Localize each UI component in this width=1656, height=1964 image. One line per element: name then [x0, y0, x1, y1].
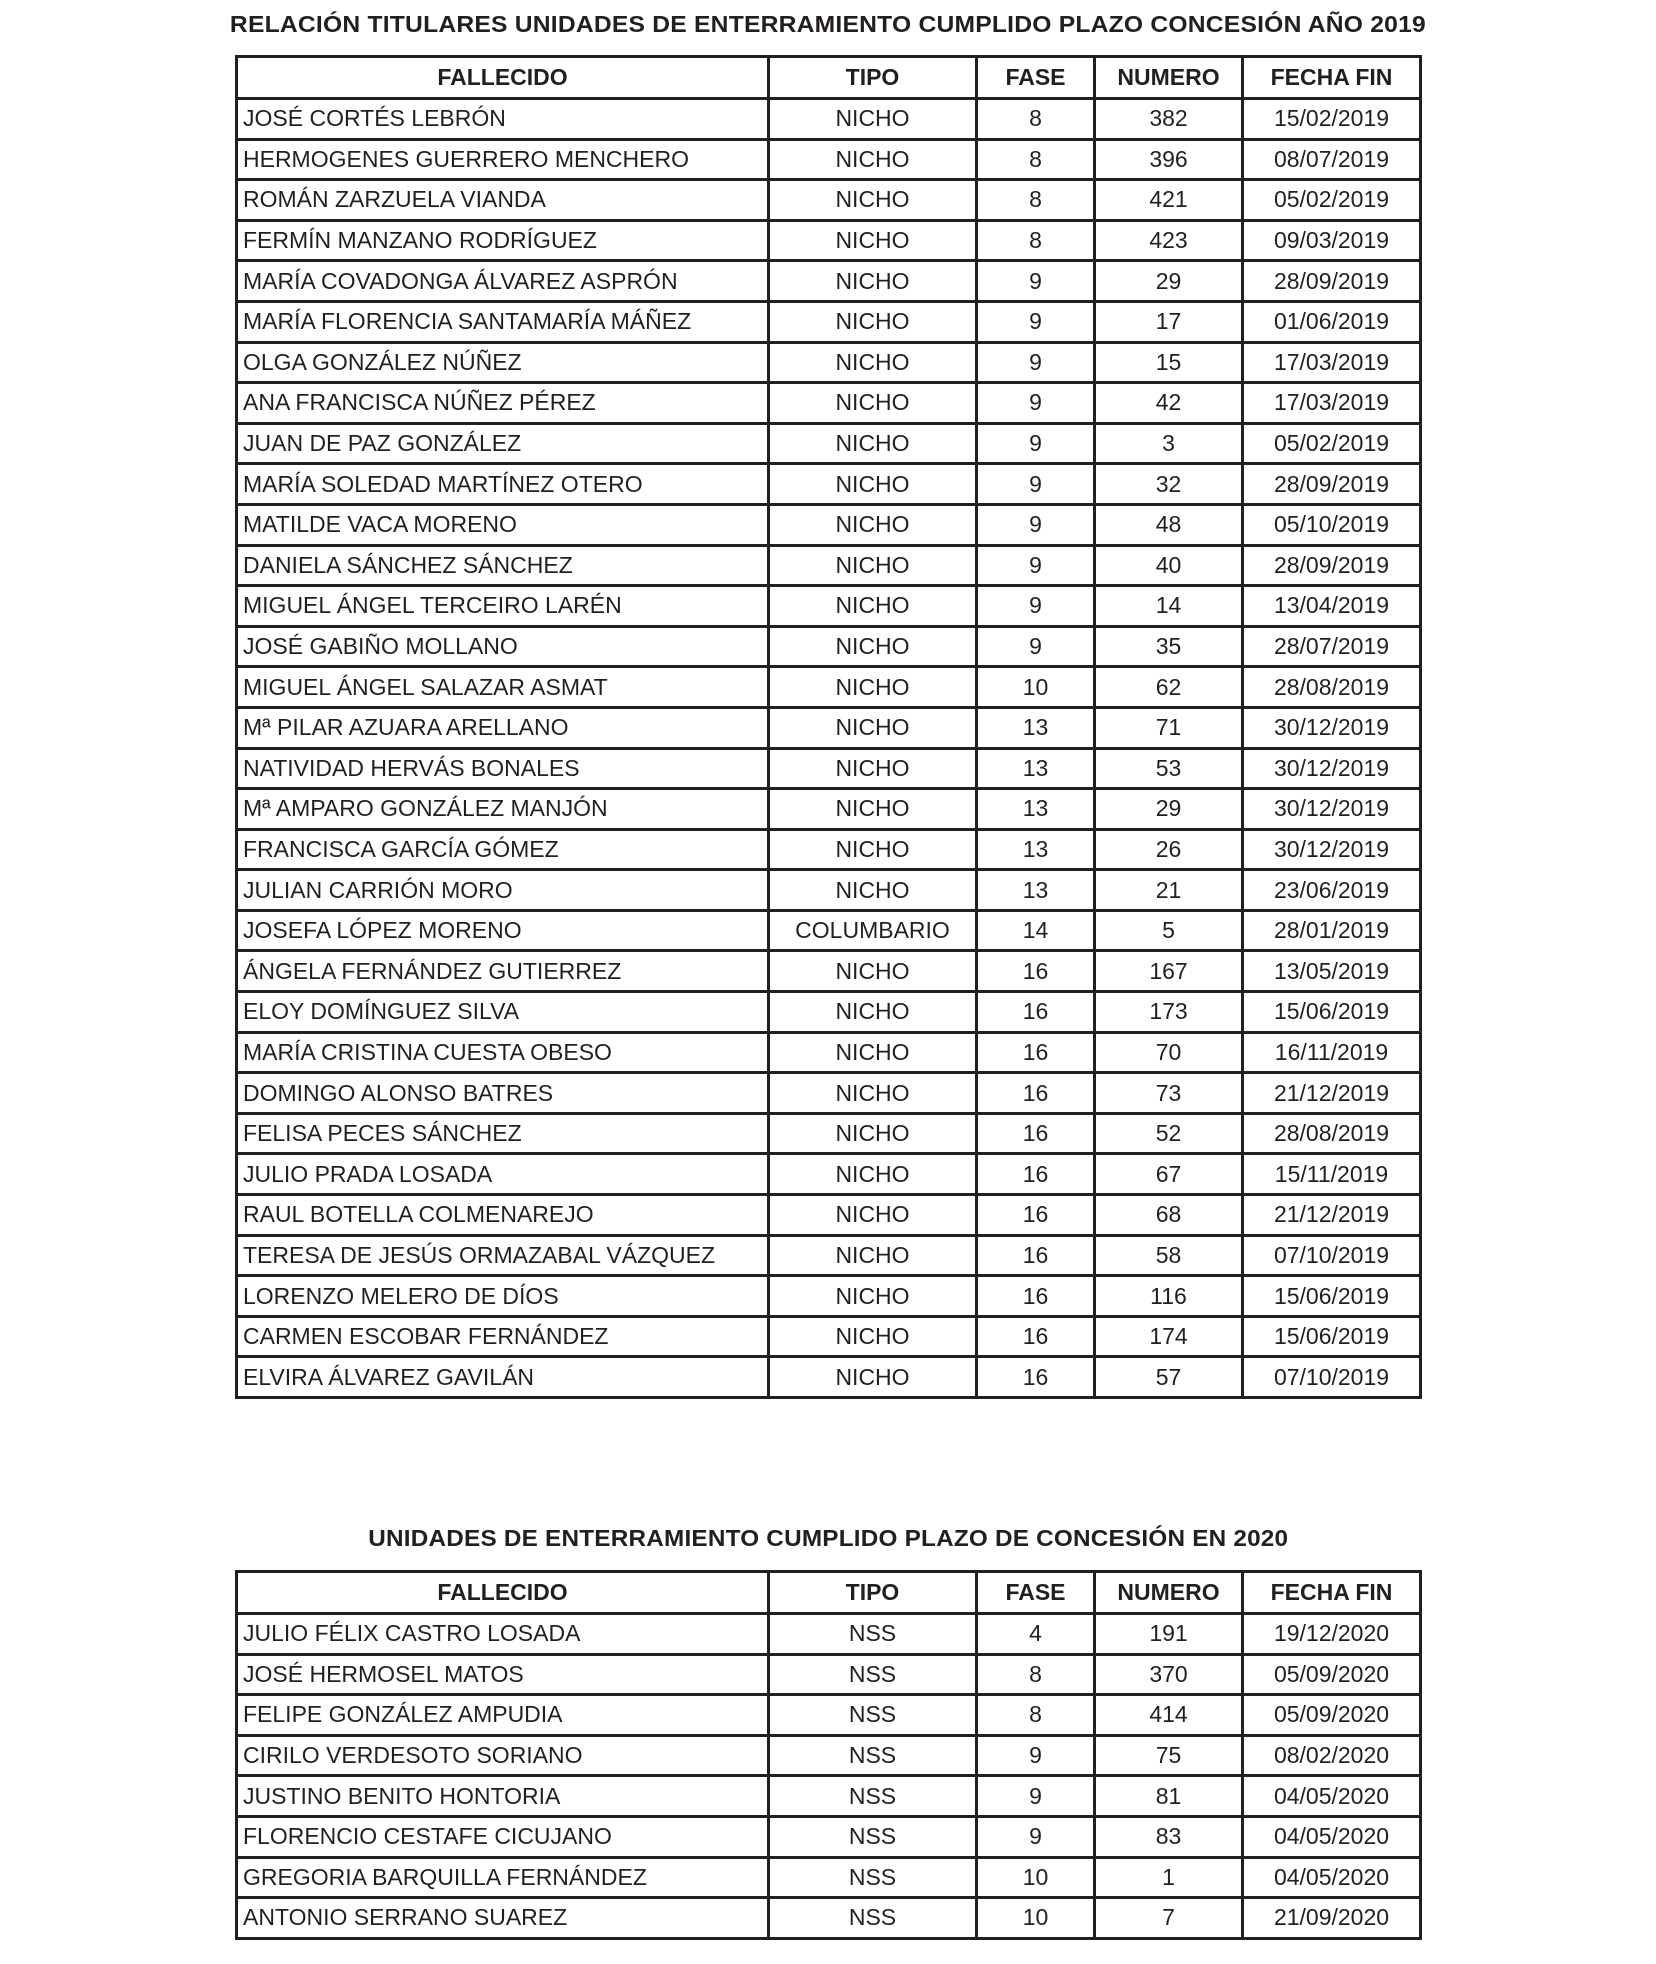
cell-fallecido: ANTONIO SERRANO SUAREZ	[237, 1898, 769, 1939]
cell-tipo: NSS	[769, 1614, 977, 1655]
cell-fecha-fin: 17/03/2019	[1243, 342, 1421, 383]
cell-tipo: NICHO	[769, 1154, 977, 1195]
cell-fase: 16	[977, 951, 1095, 992]
table-row	[237, 342, 1421, 383]
table-row	[237, 707, 1421, 748]
cell-fase: 4	[977, 1614, 1095, 1655]
cell-fase: 9	[977, 545, 1095, 586]
cell-numero: 21	[1095, 870, 1243, 911]
cell-fallecido: GREGORIA BARQUILLA FERNÁNDEZ	[237, 1857, 769, 1898]
cell-fecha-fin: 05/10/2019	[1243, 504, 1421, 545]
cell-fecha-fin: 01/06/2019	[1243, 301, 1421, 342]
cell-fase: 13	[977, 707, 1095, 748]
column-header-numero: NUMERO	[1095, 57, 1243, 99]
section-title-2019: RELACIÓN TITULARES UNIDADES DE ENTERRAMIENTO CUMPLIDO PLAZO CONCESIÓN AÑO 2019	[229, 11, 1426, 37]
cell-tipo: NICHO	[769, 707, 977, 748]
cell-fase: 9	[977, 504, 1095, 545]
cell-numero: 5	[1095, 910, 1243, 951]
cell-numero: 370	[1095, 1654, 1243, 1695]
cell-fase: 9	[977, 342, 1095, 383]
cell-numero: 421	[1095, 180, 1243, 221]
cell-numero: 40	[1095, 545, 1243, 586]
cell-tipo: NICHO	[769, 951, 977, 992]
cell-fecha-fin: 16/11/2019	[1243, 1032, 1421, 1073]
cell-fallecido: MARÍA SOLEDAD MARTÍNEZ OTERO	[237, 464, 769, 505]
cell-tipo: NICHO	[769, 1357, 977, 1398]
cell-fecha-fin: 15/06/2019	[1243, 1316, 1421, 1357]
cell-fallecido: MARÍA FLORENCIA SANTAMARÍA MÁÑEZ	[237, 301, 769, 342]
cell-fecha-fin: 05/02/2019	[1243, 180, 1421, 221]
cell-tipo: NSS	[769, 1654, 977, 1695]
cell-fase: 9	[977, 383, 1095, 424]
cell-fecha-fin: 07/10/2019	[1243, 1235, 1421, 1276]
cell-fecha-fin: 21/12/2019	[1243, 1195, 1421, 1236]
table-row	[237, 1776, 1421, 1817]
cell-fase: 9	[977, 586, 1095, 627]
cell-numero: 48	[1095, 504, 1243, 545]
table-row	[237, 748, 1421, 789]
cell-fecha-fin: 08/02/2020	[1243, 1735, 1421, 1776]
cell-fase: 10	[977, 667, 1095, 708]
cell-fase: 9	[977, 261, 1095, 302]
cell-tipo: NICHO	[769, 342, 977, 383]
cell-numero: 62	[1095, 667, 1243, 708]
cell-fallecido: DOMINGO ALONSO BATRES	[237, 1073, 769, 1114]
cell-fallecido: OLGA GONZÁLEZ NÚÑEZ	[237, 342, 769, 383]
cell-fecha-fin: 28/08/2019	[1243, 667, 1421, 708]
cell-tipo: NICHO	[769, 383, 977, 424]
cell-numero: 73	[1095, 1073, 1243, 1114]
cell-fallecido: Mª PILAR AZUARA ARELLANO	[237, 707, 769, 748]
cell-tipo: NICHO	[769, 789, 977, 830]
cell-tipo: NICHO	[769, 748, 977, 789]
cell-fase: 9	[977, 423, 1095, 464]
cell-fecha-fin: 04/05/2020	[1243, 1857, 1421, 1898]
cell-fase: 9	[977, 301, 1095, 342]
cell-tipo: NICHO	[769, 1276, 977, 1317]
cell-fecha-fin: 28/08/2019	[1243, 1113, 1421, 1154]
cell-fallecido: ELOY DOMÍNGUEZ SILVA	[237, 992, 769, 1033]
cell-tipo: NICHO	[769, 586, 977, 627]
cell-fase: 8	[977, 1695, 1095, 1736]
cell-tipo: NICHO	[769, 829, 977, 870]
cell-fecha-fin: 15/06/2019	[1243, 1276, 1421, 1317]
cell-numero: 173	[1095, 992, 1243, 1033]
section-title-2020: UNIDADES DE ENTERRAMIENTO CUMPLIDO PLAZO DE CONCESIÓN EN 2020	[367, 1525, 1288, 1551]
cell-fase: 9	[977, 1776, 1095, 1817]
cell-fallecido: FERMÍN MANZANO RODRÍGUEZ	[237, 220, 769, 261]
cell-numero: 29	[1095, 261, 1243, 302]
cell-fecha-fin: 30/12/2019	[1243, 748, 1421, 789]
cell-numero: 81	[1095, 1776, 1243, 1817]
cell-fallecido: ÁNGELA FERNÁNDEZ GUTIERREZ	[237, 951, 769, 992]
cell-tipo: NICHO	[769, 1235, 977, 1276]
table-row	[237, 99, 1421, 140]
cell-tipo: NICHO	[769, 180, 977, 221]
table-row	[237, 423, 1421, 464]
cell-fallecido: JOSÉ CORTÉS LEBRÓN	[237, 99, 769, 140]
cell-fallecido: JOSÉ GABIÑO MOLLANO	[237, 626, 769, 667]
cell-fallecido: NATIVIDAD HERVÁS BONALES	[237, 748, 769, 789]
cell-fase: 8	[977, 139, 1095, 180]
cell-fase: 16	[977, 1316, 1095, 1357]
table-body	[237, 1614, 1421, 1939]
cell-numero: 68	[1095, 1195, 1243, 1236]
cell-tipo: NICHO	[769, 423, 977, 464]
table-row	[237, 1735, 1421, 1776]
cell-fecha-fin: 05/02/2019	[1243, 423, 1421, 464]
table-row	[237, 667, 1421, 708]
cell-tipo: NSS	[769, 1816, 977, 1857]
cell-numero: 17	[1095, 301, 1243, 342]
column-header-tipo: TIPO	[769, 57, 977, 99]
cell-fecha-fin: 15/06/2019	[1243, 992, 1421, 1033]
cell-fase: 9	[977, 626, 1095, 667]
column-header-fase: FASE	[977, 57, 1095, 99]
cell-tipo: NSS	[769, 1898, 977, 1939]
cell-numero: 53	[1095, 748, 1243, 789]
table-row	[237, 180, 1421, 221]
cell-numero: 52	[1095, 1113, 1243, 1154]
cell-fase: 9	[977, 1816, 1095, 1857]
table-row	[237, 626, 1421, 667]
cell-fecha-fin: 04/05/2020	[1243, 1816, 1421, 1857]
cell-fecha-fin: 04/05/2020	[1243, 1776, 1421, 1817]
cell-fallecido: DANIELA SÁNCHEZ SÁNCHEZ	[237, 545, 769, 586]
table-row	[237, 951, 1421, 992]
cell-fecha-fin: 28/01/2019	[1243, 910, 1421, 951]
cell-fallecido: Mª AMPARO GONZÁLEZ MANJÓN	[237, 789, 769, 830]
cell-fase: 16	[977, 1154, 1095, 1195]
cell-fecha-fin: 23/06/2019	[1243, 870, 1421, 911]
cell-tipo: NICHO	[769, 504, 977, 545]
cell-fallecido: FELISA PECES SÁNCHEZ	[237, 1113, 769, 1154]
cell-fase: 16	[977, 992, 1095, 1033]
table-row	[237, 1154, 1421, 1195]
cell-fallecido: MATILDE VACA MORENO	[237, 504, 769, 545]
cell-numero: 29	[1095, 789, 1243, 830]
cell-numero: 14	[1095, 586, 1243, 627]
cell-tipo: NICHO	[769, 992, 977, 1033]
cell-numero: 67	[1095, 1154, 1243, 1195]
table-row	[237, 586, 1421, 627]
table-row	[237, 1898, 1421, 1939]
cell-fecha-fin: 21/12/2019	[1243, 1073, 1421, 1114]
cell-fallecido: JUSTINO BENITO HONTORIA	[237, 1776, 769, 1817]
cell-numero: 42	[1095, 383, 1243, 424]
table-row	[237, 1276, 1421, 1317]
table-header-row	[237, 1572, 1421, 1614]
cell-tipo: NICHO	[769, 139, 977, 180]
cell-numero: 414	[1095, 1695, 1243, 1736]
cell-tipo: NICHO	[769, 1316, 977, 1357]
cell-tipo: NICHO	[769, 261, 977, 302]
cell-fallecido: FLORENCIO CESTAFE CICUJANO	[237, 1816, 769, 1857]
table-body	[237, 99, 1421, 1398]
table-row	[237, 1357, 1421, 1398]
cell-fallecido: MIGUEL ÁNGEL TERCEIRO LARÉN	[237, 586, 769, 627]
cell-numero: 75	[1095, 1735, 1243, 1776]
cell-fecha-fin: 28/09/2019	[1243, 545, 1421, 586]
cell-fecha-fin: 09/03/2019	[1243, 220, 1421, 261]
column-header-fallecido: FALLECIDO	[237, 57, 769, 99]
table-row	[237, 1857, 1421, 1898]
cell-tipo: NICHO	[769, 870, 977, 911]
cell-tipo: NICHO	[769, 1195, 977, 1236]
cell-fase: 13	[977, 829, 1095, 870]
cell-fallecido: FRANCISCA GARCÍA GÓMEZ	[237, 829, 769, 870]
cell-numero: 3	[1095, 423, 1243, 464]
cell-fecha-fin: 13/04/2019	[1243, 586, 1421, 627]
table-row	[237, 545, 1421, 586]
cell-fase: 16	[977, 1195, 1095, 1236]
cell-fase: 16	[977, 1113, 1095, 1154]
cell-fecha-fin: 07/10/2019	[1243, 1357, 1421, 1398]
cell-fase: 9	[977, 1735, 1095, 1776]
cell-fecha-fin: 15/11/2019	[1243, 1154, 1421, 1195]
table-row	[237, 992, 1421, 1033]
column-header-fallecido: FALLECIDO	[237, 1572, 769, 1614]
table-row	[237, 1235, 1421, 1276]
cell-tipo: NSS	[769, 1776, 977, 1817]
cell-fallecido: HERMOGENES GUERRERO MENCHERO	[237, 139, 769, 180]
cell-numero: 70	[1095, 1032, 1243, 1073]
cell-fecha-fin: 21/09/2020	[1243, 1898, 1421, 1939]
cell-numero: 396	[1095, 139, 1243, 180]
cell-tipo: NSS	[769, 1857, 977, 1898]
cell-tipo: NICHO	[769, 220, 977, 261]
table-row	[237, 1316, 1421, 1357]
cell-fallecido: ANA FRANCISCA NÚÑEZ PÉREZ	[237, 383, 769, 424]
table-row	[237, 829, 1421, 870]
cell-fase: 14	[977, 910, 1095, 951]
cell-fase: 13	[977, 748, 1095, 789]
cell-fecha-fin: 13/05/2019	[1243, 951, 1421, 992]
cell-fase: 13	[977, 870, 1095, 911]
table-row	[237, 1654, 1421, 1695]
cell-fallecido: FELIPE GONZÁLEZ AMPUDIA	[237, 1695, 769, 1736]
cell-fallecido: LORENZO MELERO DE DÍOS	[237, 1276, 769, 1317]
table-row	[237, 383, 1421, 424]
cell-fecha-fin: 28/07/2019	[1243, 626, 1421, 667]
table-row	[237, 1695, 1421, 1736]
cell-fase: 10	[977, 1857, 1095, 1898]
cell-fallecido: JOSEFA LÓPEZ MORENO	[237, 910, 769, 951]
cell-fase: 16	[977, 1073, 1095, 1114]
cell-fallecido: JULIAN CARRIÓN MORO	[237, 870, 769, 911]
cell-fecha-fin: 05/09/2020	[1243, 1654, 1421, 1695]
cell-fecha-fin: 15/02/2019	[1243, 99, 1421, 140]
cell-numero: 58	[1095, 1235, 1243, 1276]
cell-tipo: NICHO	[769, 1032, 977, 1073]
cell-numero: 423	[1095, 220, 1243, 261]
cell-numero: 32	[1095, 464, 1243, 505]
table-2020	[235, 1570, 1422, 1940]
cell-fallecido: JOSÉ HERMOSEL MATOS	[237, 1654, 769, 1695]
table-row	[237, 261, 1421, 302]
cell-numero: 1	[1095, 1857, 1243, 1898]
cell-numero: 382	[1095, 99, 1243, 140]
column-header-numero: NUMERO	[1095, 1572, 1243, 1614]
table-row	[237, 1073, 1421, 1114]
table-row	[237, 1816, 1421, 1857]
cell-numero: 26	[1095, 829, 1243, 870]
cell-fase: 8	[977, 220, 1095, 261]
cell-numero: 71	[1095, 707, 1243, 748]
cell-fallecido: JULIO FÉLIX CASTRO LOSADA	[237, 1614, 769, 1655]
cell-numero: 15	[1095, 342, 1243, 383]
cell-fase: 9	[977, 464, 1095, 505]
cell-numero: 57	[1095, 1357, 1243, 1398]
table-row	[237, 504, 1421, 545]
cell-tipo: NICHO	[769, 301, 977, 342]
cell-fecha-fin: 30/12/2019	[1243, 707, 1421, 748]
table-row	[237, 789, 1421, 830]
cell-tipo: NICHO	[769, 464, 977, 505]
table-header-row	[237, 57, 1421, 99]
table-row	[237, 1195, 1421, 1236]
cell-tipo: NICHO	[769, 667, 977, 708]
cell-fallecido: MARÍA COVADONGA ÁLVAREZ ASPRÓN	[237, 261, 769, 302]
cell-fase: 13	[977, 789, 1095, 830]
cell-tipo: NICHO	[769, 1073, 977, 1114]
cell-fallecido: TERESA DE JESÚS ORMAZABAL VÁZQUEZ	[237, 1235, 769, 1276]
table-row	[237, 139, 1421, 180]
cell-fase: 16	[977, 1276, 1095, 1317]
cell-fallecido: CARMEN ESCOBAR FERNÁNDEZ	[237, 1316, 769, 1357]
cell-fecha-fin: 05/09/2020	[1243, 1695, 1421, 1736]
cell-fallecido: MIGUEL ÁNGEL SALAZAR ASMAT	[237, 667, 769, 708]
cell-fase: 16	[977, 1357, 1095, 1398]
cell-fase: 8	[977, 1654, 1095, 1695]
cell-fallecido: ELVIRA ÁLVAREZ GAVILÁN	[237, 1357, 769, 1398]
cell-fallecido: CIRILO VERDESOTO SORIANO	[237, 1735, 769, 1776]
cell-fecha-fin: 30/12/2019	[1243, 829, 1421, 870]
table-row	[237, 301, 1421, 342]
cell-fecha-fin: 17/03/2019	[1243, 383, 1421, 424]
cell-fase: 8	[977, 99, 1095, 140]
cell-tipo: NICHO	[769, 1113, 977, 1154]
table-row	[237, 870, 1421, 911]
cell-numero: 174	[1095, 1316, 1243, 1357]
cell-tipo: NSS	[769, 1695, 977, 1736]
cell-fallecido: RAUL BOTELLA COLMENAREJO	[237, 1195, 769, 1236]
cell-numero: 83	[1095, 1816, 1243, 1857]
column-header-fecha-fin: FECHA FIN	[1243, 57, 1421, 99]
cell-numero: 191	[1095, 1614, 1243, 1655]
cell-tipo: NSS	[769, 1735, 977, 1776]
cell-numero: 167	[1095, 951, 1243, 992]
column-header-fase: FASE	[977, 1572, 1095, 1614]
cell-tipo: NICHO	[769, 545, 977, 586]
table-row	[237, 1113, 1421, 1154]
cell-fase: 16	[977, 1235, 1095, 1276]
table-row	[237, 220, 1421, 261]
table-row	[237, 910, 1421, 951]
cell-tipo: NICHO	[769, 626, 977, 667]
table-row	[237, 464, 1421, 505]
table-row	[237, 1032, 1421, 1073]
cell-fallecido: JULIO PRADA LOSADA	[237, 1154, 769, 1195]
cell-fallecido: ROMÁN ZARZUELA VIANDA	[237, 180, 769, 221]
cell-fecha-fin: 19/12/2020	[1243, 1614, 1421, 1655]
cell-fallecido: JUAN DE PAZ GONZÁLEZ	[237, 423, 769, 464]
cell-fallecido: MARÍA CRISTINA CUESTA OBESO	[237, 1032, 769, 1073]
column-header-fecha-fin: FECHA FIN	[1243, 1572, 1421, 1614]
cell-numero: 7	[1095, 1898, 1243, 1939]
cell-fase: 10	[977, 1898, 1095, 1939]
cell-numero: 116	[1095, 1276, 1243, 1317]
cell-tipo: NICHO	[769, 99, 977, 140]
cell-fecha-fin: 28/09/2019	[1243, 464, 1421, 505]
cell-tipo: COLUMBARIO	[769, 910, 977, 951]
table-2019	[235, 55, 1422, 1399]
cell-fecha-fin: 08/07/2019	[1243, 139, 1421, 180]
cell-fecha-fin: 30/12/2019	[1243, 789, 1421, 830]
cell-numero: 35	[1095, 626, 1243, 667]
cell-fase: 8	[977, 180, 1095, 221]
cell-fecha-fin: 28/09/2019	[1243, 261, 1421, 302]
table-row	[237, 1614, 1421, 1655]
column-header-tipo: TIPO	[769, 1572, 977, 1614]
cell-fase: 16	[977, 1032, 1095, 1073]
